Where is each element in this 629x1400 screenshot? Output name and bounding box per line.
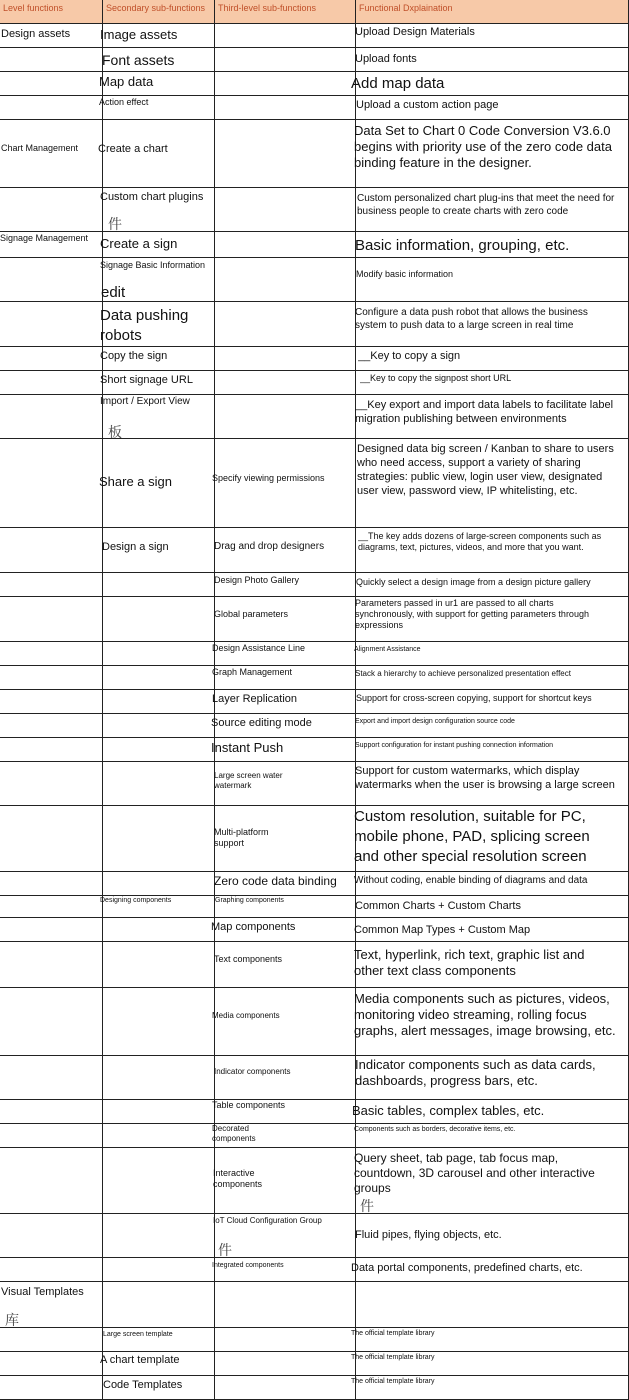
- row-divider: [0, 95, 629, 96]
- third-level-function: Integrated components: [212, 1262, 284, 1269]
- secondary-function-suffix: 板: [108, 425, 122, 441]
- explanation: Basic information, grouping, etc.: [355, 237, 570, 254]
- row-divider: [0, 871, 629, 872]
- explanation: Add map data: [351, 75, 445, 92]
- third-level-function: Zero code data binding: [214, 874, 337, 888]
- third-level-function: Drag and drop designers: [214, 541, 325, 552]
- row-divider: [0, 572, 629, 573]
- row-divider: [0, 187, 629, 188]
- row-divider: [0, 713, 629, 714]
- row-divider: [0, 917, 629, 918]
- level-function: Visual Templates: [1, 1286, 84, 1298]
- secondary-function: Create a sign: [100, 236, 178, 251]
- row-divider: [0, 1281, 629, 1282]
- explanation: Text, hyperlink, rich text, graphic list and other text class components: [354, 947, 585, 978]
- row-divider: [0, 641, 629, 642]
- explanation: Custom personalized chart plug-ins that meet the need for business people to create charts with zero code: [357, 193, 615, 217]
- explanation: Stack a hierarchy to achieve personalized presentation effect: [355, 669, 571, 678]
- row-divider: [0, 301, 629, 302]
- secondary-function: Custom chart plugins: [100, 191, 204, 203]
- third-level-function: Large screen water watermark: [214, 771, 283, 790]
- row-divider: [0, 805, 629, 806]
- explanation: Support for custom watermarks, which display watermarks when the user is browsing a large screen: [355, 765, 615, 791]
- explanation: Custom resolution, suitable for PC, mobile phone, PAD, splicing screen and other special resolution screen: [354, 808, 590, 865]
- level-function-suffix: 库: [5, 1313, 19, 1329]
- explanation: Components such as borders, decorative items, etc.: [354, 1126, 516, 1133]
- secondary-function: Data pushing robots: [100, 307, 189, 344]
- row-divider: [0, 438, 629, 439]
- explanation: Designed data big screen / Kanban to share to users who need access, support a variety of sharing strategies: public view, login user view, designated user view, password view, IP whitelisting, etc.: [357, 443, 614, 497]
- explanation: Upload a custom action page: [356, 99, 499, 111]
- third-level-function: Layer Replication: [212, 693, 297, 705]
- row-divider: [0, 527, 629, 528]
- explanation: Data Set to Chart 0 Code Conversion V3.6.0 begins with priority use of the zero code data binding feature in the designer.: [354, 123, 612, 170]
- explanation: Configure a data push robot that allows the business system to push data to a large screen in real time: [355, 307, 588, 331]
- secondary-function: Share a sign: [99, 474, 172, 489]
- header-third: [215, 0, 356, 24]
- secondary-function: Import / Export View: [100, 396, 190, 407]
- explanation: Without coding, enable binding of diagrams and data: [354, 875, 588, 886]
- row-divider: [0, 761, 629, 762]
- third-level-function: Map components: [211, 921, 296, 933]
- explanation: Fluid pipes, flying objects, etc.: [355, 1229, 502, 1241]
- explanation-suffix: 件: [360, 1199, 374, 1215]
- row-divider: [0, 941, 629, 942]
- secondary-function: Short signage URL: [100, 374, 193, 386]
- explanation: Export and import design configuration source code: [355, 718, 515, 725]
- row-divider: [0, 1055, 629, 1056]
- secondary-function: Copy the sign: [100, 350, 168, 362]
- row-divider: [0, 231, 629, 232]
- secondary-function: A chart template: [100, 1354, 180, 1366]
- third-level-function: Design Photo Gallery: [214, 575, 300, 585]
- third-level-function: Indicator components: [214, 1067, 291, 1076]
- header-explanation-label: Functional Dxplaination: [359, 3, 453, 13]
- row-divider: [0, 689, 629, 690]
- explanation: The official template library: [351, 1378, 435, 1385]
- secondary-function: Design a sign: [102, 541, 169, 553]
- level-function: Signage Management: [0, 233, 89, 243]
- explanation: Common Charts + Custom Charts: [355, 900, 521, 912]
- header-third-label: Third-level sub-functions: [218, 3, 317, 13]
- explanation: Indicator components such as data cards, dashboards, progress bars, etc.: [355, 1057, 596, 1088]
- third-level-function: Multi-platform support: [214, 827, 269, 848]
- third-level-function: Table components: [212, 1100, 286, 1110]
- level-function: Chart Management: [1, 143, 79, 153]
- explanation: __Key to copy a sign: [358, 350, 461, 362]
- row-divider: [0, 987, 629, 988]
- third-level-function-suffix: 件: [218, 1243, 232, 1259]
- header-explanation: [356, 0, 629, 24]
- secondary-function: Action effect: [99, 97, 149, 107]
- secondary-function: Font assets: [102, 52, 175, 68]
- third-level-function: Media components: [212, 1011, 280, 1020]
- explanation: __The key adds dozens of large-screen components such as diagrams, text, pictures, videos, and more that you want.: [358, 531, 602, 552]
- header-secondary-label: Secondary sub-functions: [106, 3, 206, 13]
- secondary-function: Designing components: [100, 897, 172, 904]
- secondary-function: Create a chart: [98, 143, 168, 155]
- third-level-function: Source editing mode: [211, 717, 312, 729]
- third-level-function: Specify viewing permissions: [212, 473, 325, 483]
- explanation: Media components such as pictures, videos, monitoring video streaming, rolling focus graphs, alert messages, image browsing, etc.: [354, 991, 616, 1038]
- explanation: Support for cross-screen copying, support for shortcut keys: [356, 693, 592, 703]
- header-level-label: Level functions: [3, 3, 64, 13]
- row-divider: [0, 1375, 629, 1376]
- third-level-function: Interactive components: [213, 1168, 263, 1189]
- explanation: Alignment Assistance: [354, 646, 421, 653]
- third-level-function: Graphing components: [215, 897, 284, 904]
- explanation: Quickly select a design image from a design picture gallery: [356, 577, 591, 587]
- explanation: Upload Design Materials: [355, 26, 475, 38]
- secondary-function: Signage Basic Information: [100, 260, 206, 270]
- third-level-function: Graph Management: [212, 667, 293, 677]
- row-divider: [0, 394, 629, 395]
- explanation: The official template library: [351, 1330, 435, 1337]
- explanation: Query sheet, tab page, tab focus map, countdown, 3D carousel and other interactive groups: [354, 1151, 595, 1195]
- explanation: Parameters passed in ur1 are passed to all charts synchronously, with support for getting parameters through expressions: [355, 598, 589, 630]
- third-level-function: Instant Push: [211, 740, 284, 755]
- row-divider: [0, 737, 629, 738]
- row-divider: [0, 665, 629, 666]
- secondary-function: Large screen template: [103, 1331, 173, 1338]
- explanation: Support configuration for instant pushing connection information: [355, 742, 554, 749]
- row-divider: [0, 596, 629, 597]
- third-level-function: Decorated components: [212, 1124, 256, 1143]
- row-divider: [0, 119, 629, 120]
- explanation: Data portal components, predefined charts, etc.: [351, 1262, 583, 1274]
- explanation: Modify basic information: [356, 269, 454, 279]
- explanation: __Key export and import data labels to facilitate label migration publishing between environments: [355, 399, 614, 425]
- row-divider: [0, 257, 629, 258]
- header-secondary: [103, 0, 215, 24]
- row-divider: [0, 1123, 629, 1124]
- row-divider: [0, 1351, 629, 1352]
- row-divider: [0, 346, 629, 347]
- row-divider: [0, 370, 629, 371]
- explanation: Upload fonts: [355, 53, 417, 65]
- secondary-function-suffix: 件: [108, 217, 122, 233]
- secondary-function-suffix: edit: [101, 284, 126, 301]
- secondary-function: Code Templates: [103, 1379, 183, 1391]
- level-function: Design assets: [1, 28, 71, 40]
- explanation: Basic tables, complex tables, etc.: [352, 1103, 545, 1118]
- row-divider: [0, 47, 629, 48]
- row-divider: [0, 71, 629, 72]
- explanation: The official template library: [351, 1354, 435, 1361]
- third-level-function: Global parameters: [214, 609, 289, 619]
- header-level: [0, 0, 103, 24]
- row-divider: [0, 1147, 629, 1148]
- explanation: Common Map Types + Custom Map: [354, 924, 531, 936]
- third-level-function: Design Assistance Line: [212, 643, 306, 653]
- third-level-function: IoT Cloud Configuration Group: [213, 1216, 322, 1225]
- third-level-function: Text components: [214, 954, 283, 964]
- secondary-function: Image assets: [100, 27, 178, 42]
- explanation: __Key to copy the signpost short URL: [360, 373, 512, 383]
- secondary-function: Map data: [99, 74, 154, 89]
